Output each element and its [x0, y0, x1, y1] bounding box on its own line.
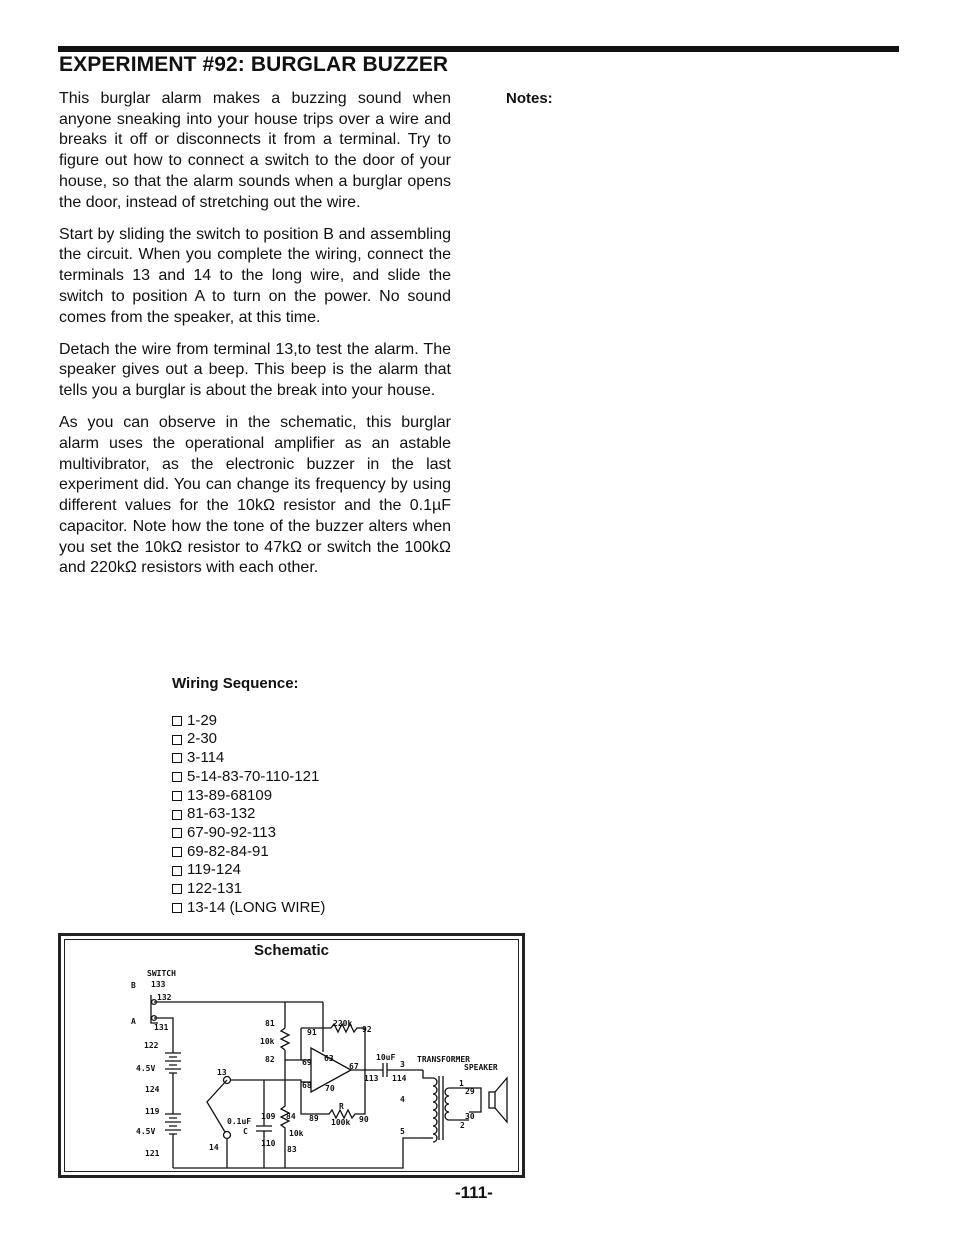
- label-10k-a: 10k: [260, 1037, 275, 1046]
- label-5: 5: [400, 1127, 405, 1136]
- label-220k: 220k: [333, 1019, 353, 1028]
- paragraph: Detach the wire from terminal 13,to test the alarm. The speaker gives out a beep. This beep is the alarm that tells you a burglar is about the break into your house.: [59, 340, 451, 400]
- label-83: 83: [287, 1145, 297, 1154]
- checkbox-icon[interactable]: [172, 735, 182, 745]
- wiring-item[interactable]: 13-14 (LONG WIRE): [172, 899, 325, 918]
- wiring-item[interactable]: 69-82-84-91: [172, 843, 325, 862]
- label-r: R: [339, 1102, 344, 1111]
- wiring-item[interactable]: 1-29: [172, 712, 325, 731]
- wiring-sequence: [172, 675, 325, 917]
- label-a: A: [131, 1017, 136, 1026]
- label-speaker: SPEAKER: [464, 1063, 498, 1072]
- wiring-title: Wiring Sequence:: [172, 675, 299, 692]
- label-3: 3: [400, 1060, 405, 1069]
- label-84: 84: [286, 1112, 296, 1121]
- checkbox-icon[interactable]: [172, 791, 182, 801]
- label-68: 68: [302, 1081, 312, 1090]
- label-113: 113: [364, 1074, 379, 1083]
- label-transformer: TRANSFORMER: [417, 1055, 470, 1064]
- label-81: 81: [265, 1019, 275, 1028]
- wiring-item[interactable]: 67-90-92-113: [172, 824, 325, 843]
- label-70: 70: [325, 1084, 335, 1093]
- checkbox-icon[interactable]: [172, 884, 182, 894]
- label-131: 131: [154, 1023, 169, 1032]
- label-114: 114: [392, 1074, 407, 1083]
- checkbox-icon[interactable]: [172, 716, 182, 726]
- label-b: B: [131, 981, 136, 990]
- checkbox-icon[interactable]: [172, 866, 182, 876]
- top-rule: [58, 46, 899, 52]
- label-92: 92: [362, 1025, 372, 1034]
- label-132: 132: [157, 993, 172, 1002]
- checkbox-icon[interactable]: [172, 828, 182, 838]
- wiring-item[interactable]: 81-63-132: [172, 805, 325, 824]
- page-number: -111-: [455, 1183, 493, 1202]
- wiring-item[interactable]: 2-30: [172, 730, 325, 749]
- label-13: 13: [217, 1068, 227, 1077]
- label-10k-b: 10k: [289, 1129, 304, 1138]
- label-switch: SWITCH: [147, 969, 176, 978]
- paragraph: Start by sliding the switch to position B and assembling the circuit. When you complete the wiring, connect the terminals 13 and 14 to the long wire, and slide the switch to position A to turn on the power. No sound comes from the speaker, at this time.: [59, 225, 451, 326]
- label-4: 4: [400, 1095, 405, 1104]
- label-133: 133: [151, 980, 166, 989]
- page-title: EXPERIMENT #92: BURGLAR BUZZER: [59, 53, 449, 76]
- checkbox-icon[interactable]: [172, 753, 182, 763]
- wiring-item[interactable]: 13-89-68109: [172, 787, 325, 806]
- label-10uf: 10uF: [376, 1053, 396, 1062]
- schematic-title: Schematic: [253, 942, 330, 959]
- label-121: 121: [145, 1149, 160, 1158]
- label-82: 82: [265, 1055, 275, 1064]
- wiring-item[interactable]: 122-131: [172, 880, 325, 899]
- label-2: 2: [460, 1121, 465, 1130]
- paragraph: As you can observe in the schematic, this burglar alarm uses the operational amplifier as an astable multivibrator, as the electronic buzzer in the last experiment did. You can change its frequency by using different values for the 10kΩ resistor and the 0.1µF capacitor. Note how the tone of the buzzer alters when you set the 10kΩ resistor to 47kΩ or switch the 100kΩ and 220kΩ resistors with each other.: [59, 414, 451, 577]
- label-109: 109: [261, 1112, 276, 1121]
- checkbox-icon[interactable]: [172, 847, 182, 857]
- label-c: C: [243, 1127, 248, 1136]
- wiring-item[interactable]: 119-124: [172, 861, 325, 880]
- label-4-5v-b: 4.5V: [136, 1127, 156, 1136]
- label-119: 119: [145, 1107, 160, 1116]
- label-63: 63: [324, 1054, 334, 1063]
- label-30: 30: [465, 1112, 475, 1121]
- notes-label: Notes:: [506, 90, 553, 107]
- schematic-box: [58, 933, 525, 1178]
- label-14: 14: [209, 1143, 219, 1152]
- label-69: 69: [302, 1058, 312, 1067]
- label-29: 29: [465, 1087, 475, 1096]
- body-text: [59, 89, 451, 590]
- checkbox-icon[interactable]: [172, 772, 182, 782]
- label-90: 90: [359, 1115, 369, 1124]
- label-122: 122: [144, 1041, 159, 1050]
- label-100k: 100k: [331, 1118, 351, 1127]
- label-67: 67: [349, 1062, 359, 1071]
- wiring-item[interactable]: 5-14-83-70-110-121: [172, 768, 325, 787]
- label-89: 89: [309, 1114, 319, 1123]
- wiring-item[interactable]: 3-114: [172, 749, 325, 768]
- label-0-1uf: 0.1uF: [227, 1117, 252, 1126]
- paragraph: This burglar alarm makes a buzzing sound when anyone sneaking into your house trips over a wire and breaks it off or disconnects it from a terminal. Try to figure out how to connect a switch to the door of your house, so that the alarm sounds when a burglar opens the door, instead of stretching out the wire.: [59, 90, 451, 211]
- label-124: 124: [145, 1085, 160, 1094]
- checkbox-icon[interactable]: [172, 810, 182, 820]
- label-110: 110: [261, 1139, 276, 1148]
- label-1: 1: [459, 1079, 464, 1088]
- label-4-5v-a: 4.5V: [136, 1064, 156, 1073]
- label-91: 91: [307, 1028, 317, 1037]
- schematic-diagram: [61, 936, 522, 1175]
- checkbox-icon[interactable]: [172, 903, 182, 913]
